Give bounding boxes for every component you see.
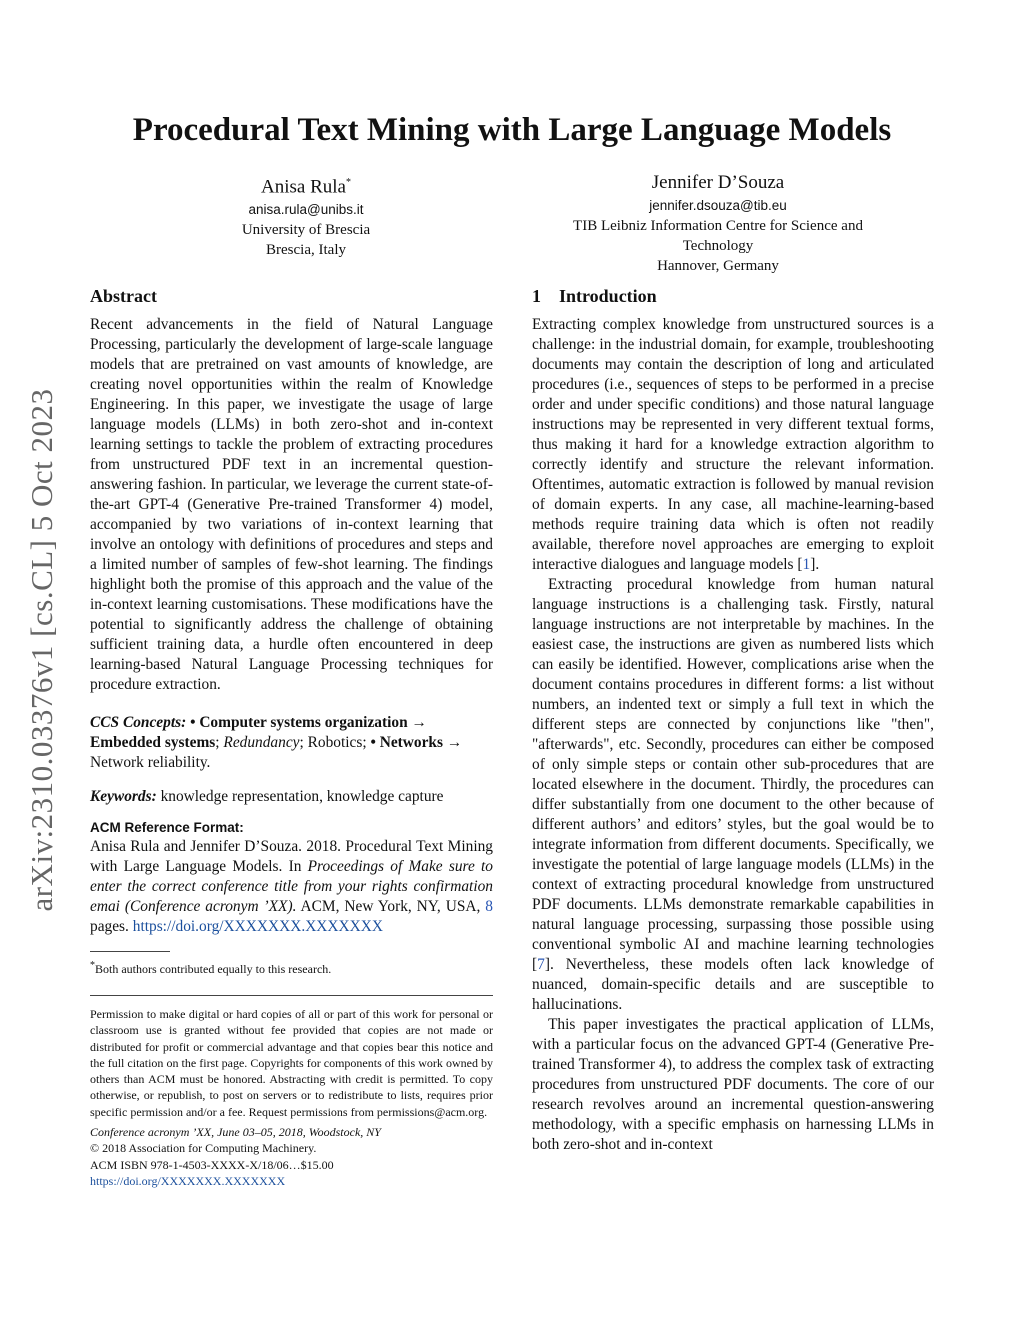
ccs-arrow-2: → xyxy=(446,734,463,751)
ccs-sep-2: ; Robotics; xyxy=(299,734,367,751)
conference-info: Conference acronym ’XX, June 03–05, 2018, Woodstock, NY xyxy=(90,1125,381,1140)
author-name: Anisa Rula xyxy=(261,176,346,198)
keywords-text: knowledge representation, knowledge capture xyxy=(160,788,444,805)
isbn: ACM ISBN 978-1-4503-XXXX-X/18/06…$15.00 xyxy=(90,1157,334,1172)
ccs-item-2: Redundancy xyxy=(223,734,300,751)
abstract-heading: Abstract xyxy=(90,286,157,306)
footnote-text: Both authors contributed equally to this research. xyxy=(95,962,332,976)
keywords-label: Keywords: xyxy=(90,788,157,805)
permission-block xyxy=(90,1006,493,1189)
intro-p2-text: Extracting procedural knowledge from human natural language instructions is a challenging task. Firstly, natural language instructions are not interpretable by machines. In the easiest case, the instructions are given as numbered lists which can easily be identified. However, complications arise when the document contains procedures in different forms: a list without numbers, an indented text or simply a full text in which the different steps are connected by conjunctions like "then", "afterwards", etc. Secondly, procedures can either be composed of only simple steps or contain other sub-procedures that are located elsewhere in the document. Thirdly, the procedures can differ substantially from one document to the other because of different authors’ and editors’ styles, but the goal would be to integrate information from different documents. Specifically, we investigate the potential of large language models (LLMs) in the context of extracting procedural knowledge from unstructured PDF documents. LLMs demonstrate remarkable capabilities in natural language processing, surpassing those possible using conventional symbolic AI and machine learning technologies xyxy=(532,576,934,953)
ccs-arrow-1: → xyxy=(411,714,427,731)
arxiv-sidebar xyxy=(22,370,62,930)
keywords xyxy=(90,787,493,807)
acm-reference xyxy=(90,837,493,937)
author-name: Jennifer D’Souza xyxy=(651,172,785,193)
ccs-bullet-1: • Computer systems organization xyxy=(190,714,408,731)
intro-paragraph-1: Extracting complex knowledge from unstructured sources is a challenge: in the industrial domain, for example, troubleshooting documents may contain the description of long and articulated procedures (i.e., sequences of steps to be performed in a precise order and under specific conditions) and those natural language instructions may be represented in very different textual forms, thus making it hard for a knowledge extraction algorithm to correctly identify and structure the relevant information. Oftentimes, automatic extraction is followed by manual revision of domain experts. In any case, all machine-learning-based methods require training data which is often not readily available, therefore novel approaches are emerging to exploit interactive dialogues and language models [1]. xyxy=(532,316,934,573)
abstract-text: Recent advancements in the field of Natural Language Processing, particularly the development of large-scale language models that are pretrained on vast amounts of knowledge, are creating novel opportunities within the realm of Knowledge Engineering. In this paper, we investigate the usage of large language models (LLMs) in both zero-shot and in-context learning settings to tackle the problem of extracting procedures from unstructured PDF text in an incremental question-answering fashion. In particular, we leverage the current state-of-the-art GPT-4 (Generative Pre-trained Transformer 4) model, accompanied by two variations of in-context learning that involve an ontology with definitions of procedures and steps and a limited number of samples of few-shot learning. The findings highlight both the promise of this approach and the value of the in-context learning customisations. These modifications have the potential to significantly address the challenge of obtaining sufficient training data, a hurdle often encountered in deep learning-based Natural Language Processing techniques for procedure extraction. xyxy=(90,316,493,693)
paper-title: Procedural Text Mining with Large Language Models xyxy=(132,112,892,148)
author-affiliation: University of Brescia xyxy=(241,222,371,239)
copyright: © 2018 Association for Computing Machinery. xyxy=(90,1141,317,1156)
footnote-mark: * xyxy=(90,960,95,971)
permission-text: Permission to make digital or hard copies of all or part of this work for personal or classroom use is granted without fee provided that copies are not made or distributed for profit or commercial advantage and that copies bear this notice and the full citation on the first page. Copyrights for components of this work owned by others than ACM must be honored. Abstracting with credit is permitted. To copy otherwise, or republish, to post on servers or to redistribute to lists, requires prior specific permission and/or a fee. Request permissions from permissions@acm.org. xyxy=(90,1007,493,1119)
author-email[interactable]: anisa.rula@unibs.it xyxy=(248,202,364,218)
author-block-1 xyxy=(190,170,422,260)
ccs-sep-1: ; xyxy=(215,734,220,751)
reference-doi-link[interactable]: https://doi.org/XXXXXXX.XXXXXXX xyxy=(132,918,383,935)
ccs-bullet-2: • Networks xyxy=(370,734,443,751)
intro-p1-end: . xyxy=(815,556,820,573)
arxiv-identifier: arXiv:2310.03376v1 [cs.CL] 5 Oct 2023 xyxy=(24,388,59,912)
left-column xyxy=(90,285,493,1189)
reference-text: Anisa Rula and Jennifer D’Souza. 2018. Procedural Text Mining with Large Language Models. In xyxy=(90,838,493,875)
reference-pages-link[interactable]: 8 xyxy=(485,898,493,915)
intro-paragraph-2: Extracting procedural knowledge from human natural language instructions is a challenging task. Firstly, natural language instructions are not interpretable by machines. In the easiest case, the instructions are given as numbered lists which can easily be identified. However, complications arise when the document contains procedures in different forms: a list without numbers, an indented text or simply a full text in which the different steps are connected by conjunctions like "then", "afterwards", etc. Secondly, procedures can either be composed of only simple steps or contain other sub-procedures that are located elsewhere in the document. Thirdly, the procedures can differ substantially from one document to the other because of different authors’ and editors’ styles, but the goal would be to integrate information from different documents. Specifically, we investigate the potential of large language models (LLMs) in the context of extracting procedural knowledge from unstructured PDF documents. LLMs demonstrate remarkable capabilities in natural language processing, surpassing those possible using conventional symbolic AI and machine learning technologies [7]. Nevertheless, these models often lack knowledge of nuanced, domain-specific details and are susceptible to hallucinations. xyxy=(532,576,934,1013)
author-block-2 xyxy=(548,170,888,276)
intro-paragraph-3: This paper investigates the practical application of LLMs, with a particular focus on the advanced GPT-4 (Generative Pre-trained Transformer 4), to address the complex task of extracting procedures from unstructured PDF documents. The core of our research revolves around an incremental question-answering methodology, with a specific emphasis on harnessing LLMs in both zero-shot and in-context xyxy=(532,1016,934,1153)
acm-reference-heading: ACM Reference Format: xyxy=(90,820,244,835)
ccs-item-1: Embedded systems xyxy=(90,734,216,751)
reference-pages-word: pages. xyxy=(90,918,129,935)
footnote-divider xyxy=(90,951,170,952)
section-number: 1 xyxy=(532,286,541,306)
introduction-heading xyxy=(532,285,934,307)
ccs-concepts xyxy=(90,713,493,773)
reference-venue: Proceedings of Make sure to enter the correct conference title from your rights confirmation emai (Conference acronym ’XX). xyxy=(90,858,493,915)
right-column xyxy=(532,285,934,1155)
reference-publisher: ACM, New York, NY, USA, xyxy=(300,898,481,915)
author-location: Brescia, Italy xyxy=(266,242,346,259)
footnote xyxy=(90,958,493,977)
permission-doi-link[interactable]: https://doi.org/XXXXXXX.XXXXXXX xyxy=(90,1173,286,1188)
citation-link[interactable]: 7 xyxy=(537,956,545,973)
citation-link[interactable]: 1 xyxy=(802,556,811,573)
author-email[interactable]: jennifer.dsouza@tib.eu xyxy=(649,198,787,213)
ccs-item-3: Network reliability. xyxy=(90,754,211,771)
author-footnote-mark: * xyxy=(345,177,351,188)
intro-p2-end: . Nevertheless, these models often lack knowledge of nuanced, domain-specific details and are susceptible to hallucinations. xyxy=(532,956,934,1013)
author-affiliation: TIB Leibniz Information Centre for Science and Technology xyxy=(573,218,863,254)
author-location: Hannover, Germany xyxy=(657,258,779,274)
permission-divider xyxy=(90,995,493,996)
section-title: Introduction xyxy=(559,286,657,306)
ccs-label: CCS Concepts: xyxy=(90,714,187,731)
intro-p1-text: Extracting complex knowledge from unstructured sources is a challenge: in the industrial domain, for example, troubleshooting documents may contain the description of long and articulated procedures (i.e., sequences of steps to be performed in a precise order and under specific conditions) and those natural language instructions may be represented in very different textual forms, thus making it hard for a knowledge extraction algorithm to correctly identify and structure the relevant information. Oftentimes, automatic extraction is followed by manual revision of domain experts. In any case, all machine-learning-based methods require training data which is often not readily available, therefore novel approaches are emerging to exploit interactive dialogues and language models xyxy=(532,316,934,573)
